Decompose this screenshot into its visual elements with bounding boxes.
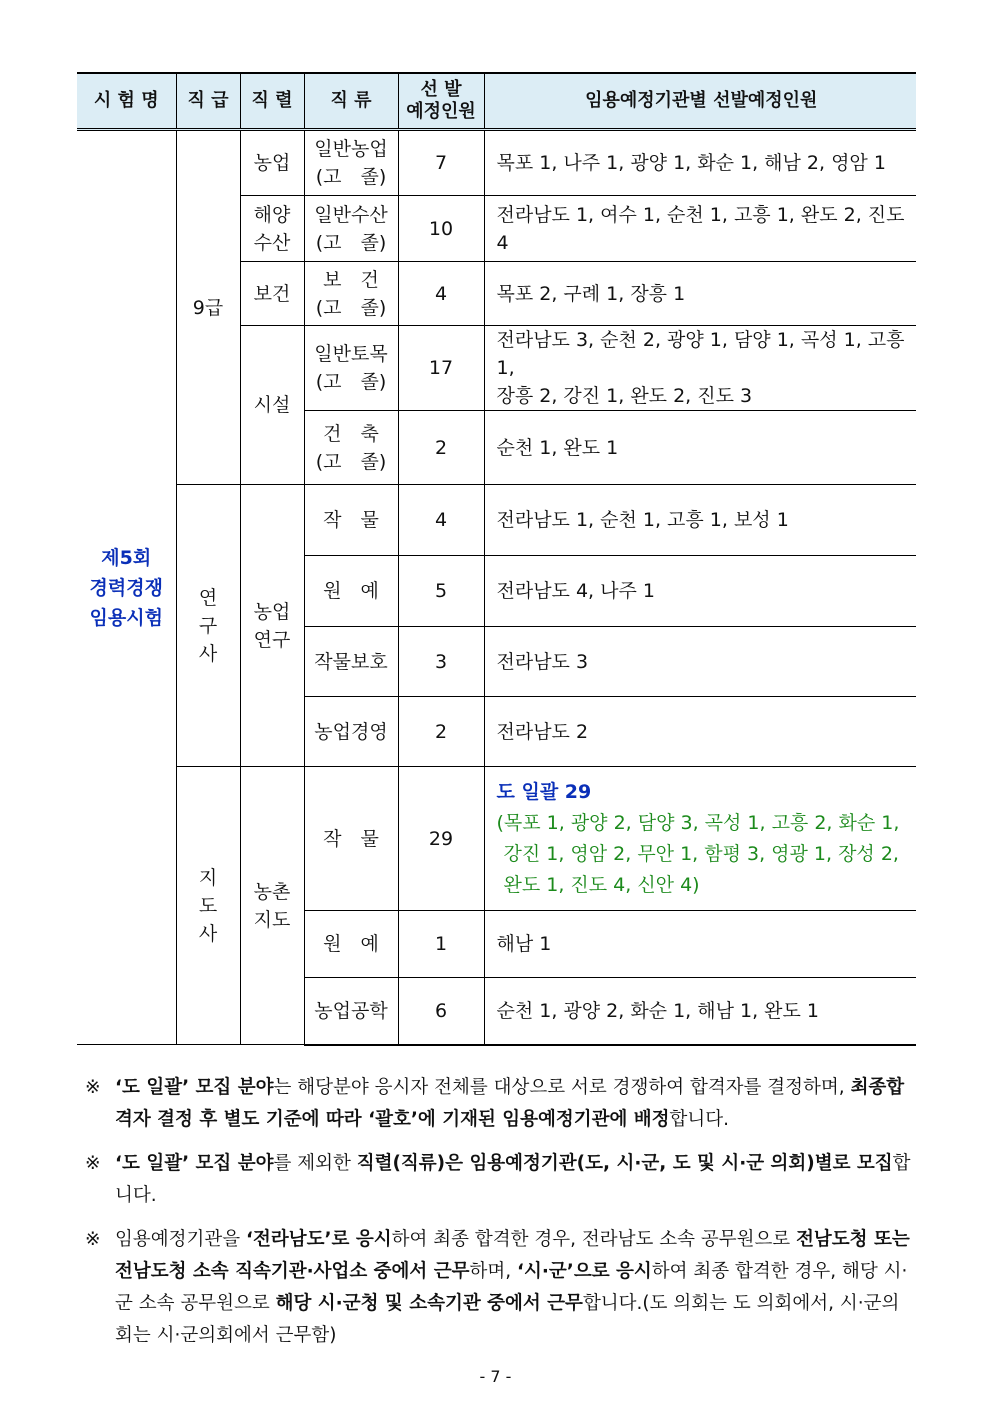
agencies-cell: 전라남도 2 xyxy=(484,697,916,767)
note-bold: 해당 시·군청 및 소속기관 중에서 근무 xyxy=(275,1293,583,1314)
grade-researcher-cell xyxy=(176,485,240,767)
agencies-cell: 해남 1 xyxy=(484,911,916,978)
kind-line: 일반토목 xyxy=(314,343,388,365)
agencies-cell: 전라남도 1, 순천 1, 고흥 1, 보성 1 xyxy=(484,485,916,556)
count-cell: 1 xyxy=(398,911,484,978)
note-bold: 전남도청 또는 전남도청 소속 직속기관·사업소 중에서 근무 xyxy=(115,1229,910,1282)
header-exam: 시 험 명 xyxy=(77,73,176,130)
note-item xyxy=(85,1224,916,1352)
agencies-line: 완도 1, 진도 4, 신안 4) xyxy=(503,873,700,896)
count-cell: 10 xyxy=(398,196,484,262)
kind-cell: 원 예 xyxy=(304,911,398,978)
series-line: 수산 xyxy=(253,231,291,254)
note-plain: 하며, xyxy=(469,1261,517,1282)
count-cell: 4 xyxy=(398,485,484,556)
kind-line: 보 건 xyxy=(323,268,379,291)
count-cell: 29 xyxy=(398,767,484,911)
note-mark: ※ xyxy=(85,1229,101,1250)
grade-char: 구 xyxy=(198,614,218,637)
agencies-line: 전라남도 3, 순천 2, 광양 1, 담양 1, 곡성 1, 고흥 1, xyxy=(496,329,905,379)
province-batch-title: 도 일괄 29 xyxy=(496,780,592,803)
note-bold: ‘도 일괄’ 모집 분야 xyxy=(115,1153,274,1174)
grade-9-cell: 9급 xyxy=(176,130,240,485)
agencies-cell: 전라남도 3 xyxy=(484,627,916,697)
note-plain: 하여 최종 합격한 경우, 전라남도 소속 공무원으로 xyxy=(391,1229,797,1250)
kind-cell xyxy=(304,262,398,326)
grade-char: 지 xyxy=(198,866,218,889)
agencies-cell: 순천 1, 완도 1 xyxy=(484,411,916,485)
agencies-cell: 전라남도 1, 여수 1, 순천 1, 고흥 1, 완도 2, 진도 4 xyxy=(484,196,916,262)
kind-cell: 원 예 xyxy=(304,556,398,627)
note-text xyxy=(115,1072,916,1136)
agencies-line: (목포 1, 광양 2, 담양 3, 곡성 1, 고흥 2, 화순 1, xyxy=(496,811,900,834)
note-plain: 를 제외한 xyxy=(273,1153,357,1174)
kind-line: (고 졸) xyxy=(315,296,387,319)
series-line: 농업 xyxy=(253,600,291,623)
count-cell: 7 xyxy=(398,130,484,196)
table-row xyxy=(77,130,916,196)
series-marine-cell xyxy=(240,196,304,262)
note-item xyxy=(85,1072,916,1136)
exam-name-line: 임용시험 xyxy=(89,606,163,629)
header-kind: 직 류 xyxy=(304,73,398,130)
note-bold: 최종합격자 결정 후 별도 기준에 따라 ‘괄호’에 기재된 임용예정기관에 배정 xyxy=(115,1077,905,1130)
series-rural-advisory-cell xyxy=(240,767,304,1045)
kind-cell: 작물보호 xyxy=(304,627,398,697)
count-cell: 4 xyxy=(398,262,484,326)
kind-cell: 농업경영 xyxy=(304,697,398,767)
kind-line: 일반농업 xyxy=(314,138,388,160)
exam-name-cell xyxy=(77,130,176,1045)
agencies-cell xyxy=(484,326,916,411)
kind-line: (고 졸) xyxy=(315,450,387,473)
note-plain: 임용예정기관을 xyxy=(115,1229,246,1250)
kind-cell xyxy=(304,196,398,262)
note-bold: ‘전라남도’로 응시 xyxy=(245,1229,392,1250)
count-cell: 2 xyxy=(398,411,484,485)
count-cell: 6 xyxy=(398,978,484,1045)
grade-char: 연 xyxy=(198,586,218,609)
agencies-cell xyxy=(484,767,916,911)
header-quota-line2: 예정인원 xyxy=(406,101,476,122)
recruitment-table xyxy=(77,72,916,1046)
series-line: 농촌 xyxy=(253,880,291,903)
series-agri-cell: 농업 xyxy=(240,130,304,196)
kind-cell xyxy=(304,411,398,485)
exam-name-line: 경력경쟁 xyxy=(89,576,163,599)
agencies-line: 장흥 2, 강진 1, 완도 2, 진도 3 xyxy=(496,385,753,407)
header-grade: 직 급 xyxy=(176,73,240,130)
note-item xyxy=(85,1148,916,1212)
series-agri-research-cell xyxy=(240,485,304,767)
grade-char: 도 xyxy=(198,894,218,917)
count-cell: 17 xyxy=(398,326,484,411)
count-cell: 3 xyxy=(398,627,484,697)
agencies-cell: 목포 2, 구례 1, 장흥 1 xyxy=(484,262,916,326)
kind-line: 건 축 xyxy=(323,422,379,445)
grade-char: 사 xyxy=(198,922,218,945)
page-number: - 7 - xyxy=(479,1367,512,1386)
header-quota-line1: 선 발 xyxy=(420,79,462,100)
table-header-row xyxy=(77,73,916,130)
series-facility-cell: 시설 xyxy=(240,326,304,485)
count-cell: 2 xyxy=(398,697,484,767)
table-row xyxy=(77,485,916,556)
agencies-cell: 순천 1, 광양 2, 화순 1, 해남 1, 완도 1 xyxy=(484,978,916,1045)
note-bold: ‘시·군’으로 응시 xyxy=(517,1261,652,1282)
notes-section xyxy=(85,1072,916,1364)
kind-cell xyxy=(304,326,398,411)
agencies-line: 강진 1, 영암 2, 무안 1, 함평 3, 영광 1, 장성 2, xyxy=(503,842,899,865)
note-mark: ※ xyxy=(85,1153,101,1174)
series-line: 지도 xyxy=(253,908,291,931)
kind-line: (고 졸) xyxy=(315,231,387,254)
note-plain: 하여 최종 합격한 경우, 해당 시·군 소속 공무원으로 xyxy=(115,1261,908,1314)
kind-cell: 작 물 xyxy=(304,485,398,556)
kind-cell: 농업공학 xyxy=(304,978,398,1045)
series-line: 연구 xyxy=(253,628,291,651)
note-plain: 는 해당분야 응시자 전체를 대상으로 서로 경쟁하여 합격자를 결정하며, xyxy=(273,1077,851,1098)
kind-cell xyxy=(304,130,398,196)
note-plain: 합니다.(도 의회는 도 의회에서, 시·군의회는 시·군의회에서 근무함) xyxy=(115,1293,900,1346)
agencies-cell: 전라남도 4, 나주 1 xyxy=(484,556,916,627)
grade-advisor-cell xyxy=(176,767,240,1045)
note-mark: ※ xyxy=(85,1077,101,1098)
kind-line: 일반수산 xyxy=(314,203,388,226)
note-bold: 직렬(직류)은 임용예정기관(도, 시·군, 도 및 시·군 의회)별로 모집 xyxy=(356,1153,893,1174)
kind-cell: 작 물 xyxy=(304,767,398,911)
note-plain: 합니다. xyxy=(669,1109,730,1130)
header-quota xyxy=(398,73,484,130)
agencies-cell: 목포 1, 나주 1, 광양 1, 화순 1, 해남 2, 영암 1 xyxy=(484,130,916,196)
note-text xyxy=(115,1224,916,1352)
series-line: 해양 xyxy=(253,203,291,226)
note-plain: 합니다. xyxy=(115,1153,911,1206)
count-cell: 5 xyxy=(398,556,484,627)
series-health-cell: 보건 xyxy=(240,262,304,326)
grade-char: 사 xyxy=(198,642,218,665)
header-series: 직 렬 xyxy=(240,73,304,130)
kind-line: (고 졸) xyxy=(315,166,387,188)
note-text xyxy=(115,1148,916,1212)
kind-line: (고 졸) xyxy=(315,371,387,393)
exam-name-line: 제5회 xyxy=(101,546,152,569)
table-row xyxy=(77,767,916,911)
note-bold: ‘도 일괄’ 모집 분야 xyxy=(115,1077,274,1098)
header-agencies: 임용예정기관별 선발예정인원 xyxy=(484,73,916,130)
